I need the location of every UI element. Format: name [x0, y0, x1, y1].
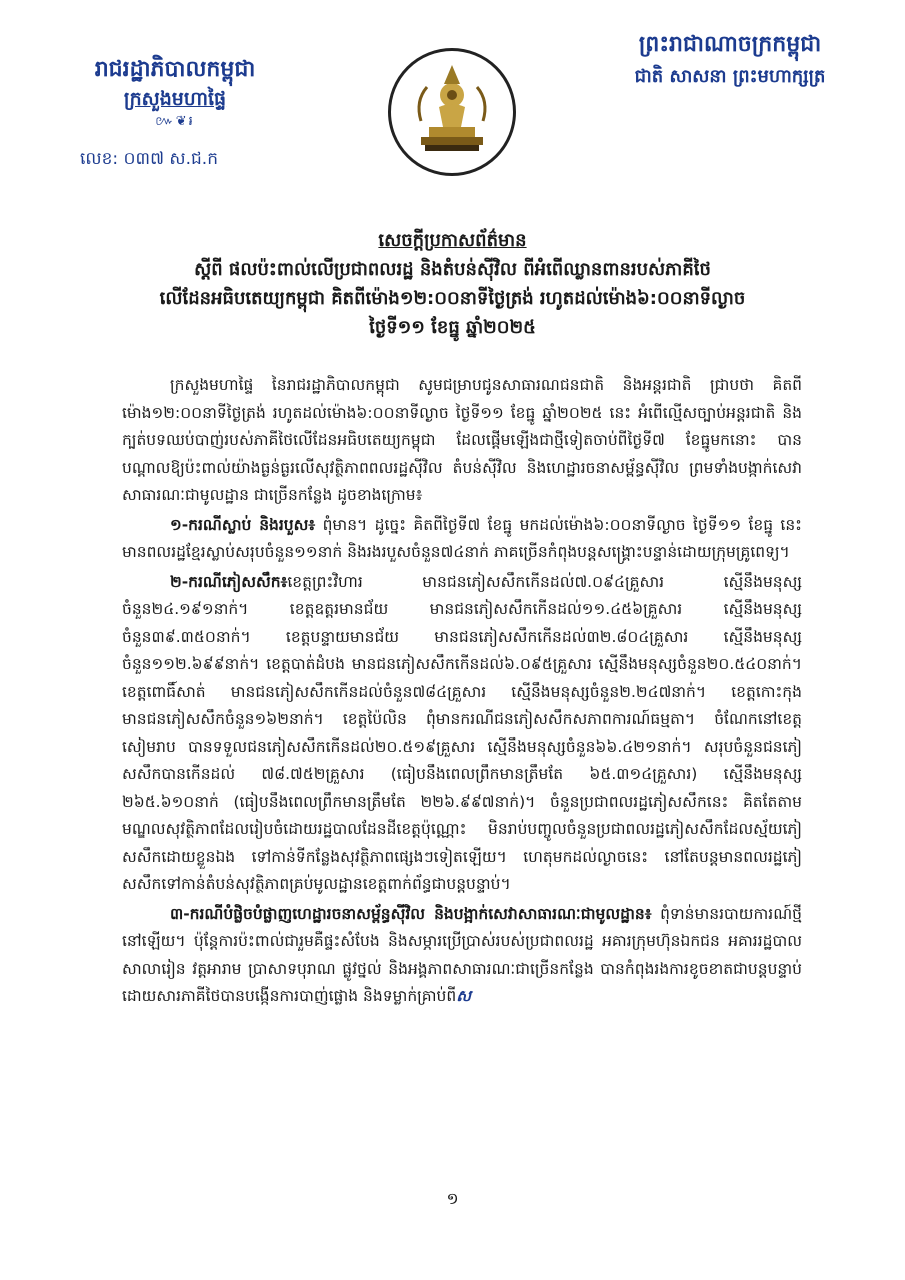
casualties-text: ពុំមាន។ ដូច្នេះ គិតពីថ្ងៃទី៧ ខែធ្នូ មកដល់ម៉ោង៦:០០នាទីល្ងាច ថ្ងៃទី១១ ខែធ្នូ នេះ មានពលរដ្ឋខ្មែរស្លាប់សរុបចំនួន១១នាក់ និងរងរបួសចំនួន៧៤នាក់ ភាគច្រើនកំពុងបន្តសង្គ្រោះបន្ទាន់ដោយក្រុមគ្រូពេទ្យ។ — [122, 515, 802, 561]
ministry-header — [60, 55, 290, 131]
ministry-name: ក្រសួងមហាផ្ទៃ — [123, 88, 227, 110]
infrastructure-heading: ៣-ករណីបំផ្លិចបំផ្លាញហេដ្ឋារចនាសម្ព័ន្ធស៊ីវិល និងបង្អាក់សេវាសាធារណៈជាមូលដ្ឋាន៖ — [170, 904, 652, 923]
title-line-3: លើដែនអធិបតេយ្យកម្ពុជា គិតពីម៉ោង១២:០០នាទីថ្ងៃត្រង់ រហូតដល់ម៉ោង៦:០០នាទីល្ងាច — [159, 288, 746, 309]
reference-number: លេខ: ០៣៧ ស.ជ.ក — [80, 149, 218, 169]
royal-emblem-icon — [388, 48, 516, 176]
page-number: ១ — [446, 1189, 459, 1208]
government-name: រាជរដ្ឋាភិបាលកម្ពុជា — [94, 57, 256, 82]
paragraph-infrastructure — [122, 901, 802, 1011]
ornament-divider: ៚❦៛ — [155, 114, 195, 129]
title-line-4: ថ្ងៃទី១១ ខែធ្នូ ឆ្នាំ២០២៥ — [369, 317, 536, 338]
infrastructure-text: ពុំទាន់មានរបាយការណ៍ថ្មីនៅឡើយ។ ប៉ុន្តែការប៉ះពាល់ជារួមគឺផ្ទះសំបែង និងសម្ភារប្រើប្រាស់របស់ប្រជាពលរដ្ឋ អគារក្រុមហ៊ុនឯកជន អគាររដ្ឋបាល សាលារៀន វត្តអារាម ប្រាសាទបុរាណ ផ្លូវថ្នល់ និងអង្គភាពសាធារណៈជាច្រើនកន្លែង បានកំពុងរងការខូចខាតជាបន្តបន្ទាប់ ដោយសារភាគីថៃបានបង្កើនការបាញ់ផ្លោង និងទម្លាក់គ្រាប់ពី — [122, 904, 802, 1005]
paragraph-refugees — [122, 569, 802, 899]
casualties-heading: ១-ករណីស្លាប់ និងរបួស៖ — [170, 515, 316, 534]
refugees-text: ខេត្តព្រះវិហារ មានជនភៀសសឹកកើនដល់៧.០៩៤គ្រួសារ ស្មើនឹងមនុស្សចំនួន២៤.១៩១នាក់។ ខេត្តឧត្តរមានជ័យ មានជនភៀសសឹកកើនដល់១១.៤៥៦គ្រួសារ ស្មើនឹងមនុស្សចំនួន៣៩.៣៥០នាក់។ ខេត្តបន្ទាយមានជ័យ មានជនភៀសសឹកកើនដល់៣២.៨០៤គ្រួសារ ស្មើនឹងមនុស្សចំនួន១១២.៦៩៩នាក់។ ខេត្តបាត់ដំបង មានជនភៀសសឹកកើនដល់៦.០៩៥គ្រួសារ ស្មើនឹងមនុស្សចំនួន២០.៥៤០នាក់។ ខេត្តពោធិ៍សាត់ មានជនភៀសសឹកកើនដល់ចំនួន៧៨៤គ្រួសារ ស្មើនឹងមនុស្សចំនួន២.២៤៧នាក់។ ខេត្តកោះកុង មានជនភៀសសឹកចំនួន១៦២នាក់។ ខេត្តប៉ៃលិន ពុំមានករណីជនភៀសសឹកសភាពការណ៍ធម្មតា។ ចំណែកនៅខេត្តសៀមរាប បានទទួលជនភៀសសឹកកើនដល់២០.៥១៩គ្រួសារ ស្មើនឹងមនុស្សចំនួន៦៦.៤២១នាក់។ សរុបចំនួនជនភៀសសឹកបានកើនដល់ ៧៨.៧៥២គ្រួសារ (ធៀបនឹងពេលព្រឹកមានត្រឹមតែ ៦៥.៣១៤គ្រួសារ) ស្មើនឹងមនុស្ស ២៦៥.៦១០នាក់ (ធៀបនឹងពេលព្រឹកមានត្រឹមតែ ២២៦.៩៩៧នាក់)។ ចំនួនប្រជាពលរដ្ឋភៀសសឹកនេះ គិតតែតាមមណ្ឌលសុវត្ថិភាពដែលរៀបចំដោយរដ្ឋបាលដែនដីខេត្តប៉ុណ្ណោះ មិនរាប់បញ្ចូលចំនួនប្រជាពលរដ្ឋភៀសសឹកដែលស្ម័យភៀសសឹកដោយខ្លួនឯង ទៅកាន់ទីកន្លែងសុវត្ថិភាពផ្សេងៗទៀតឡើយ។ ហេតុមកដល់ល្ងាចនេះ នៅតែបន្តមានពលរដ្ឋភៀសសឹកទៅកាន់តំបន់សុវត្ថិភាពគ្រប់មូលដ្ឋានខេត្តពាក់ព័ន្ធជាបន្តបន្ទាប់។ — [122, 572, 802, 893]
handwritten-initials: ស — [456, 987, 471, 1005]
title-line-2: ស្តីពី ផលប៉ះពាល់លើប្រជាពលរដ្ឋ និងតំបន់ស៊ីវិល ពីអំពើឈ្លានពានរបស់ភាគីថៃ — [194, 259, 711, 280]
kingdom-header — [600, 28, 860, 92]
intro-paragraph: ក្រសួងមហាផ្ទៃ នៃរាជរដ្ឋាភិបាលកម្ពុជា សូមជម្រាបជូនសាធារណជនជាតិ និងអន្តរជាតិ ជ្រាបថា គិតពីម៉ោង១២:០០នាទីថ្ងៃត្រង់ រហូតដល់ម៉ោង៦:០០នាទីល្ងាច ថ្ងៃទី១១ ខែធ្នូ ឆ្នាំ២០២៥ នេះ អំពើល្មើសច្បាប់អន្តរជាតិ និងក្បត់បទឈប់បាញ់របស់ភាគីថៃលើដែនអធិបតេយ្យកម្ពុជា ដែលផ្តើមឡើងជាថ្មីទៀតចាប់ពីថ្ងៃទី៧ ខែធ្នូមកនោះ បានបណ្តាលឱ្យប៉ះពាល់យ៉ាងធ្ងន់ធ្ងរលើសុវត្ថិភាពពលរដ្ឋស៊ីវិល តំបន់ស៊ីវិល និងហេដ្ឋារចនាសម្ព័ន្ធស៊ីវិល ព្រមទាំងបង្កាក់សេវាសាធារណៈជាមូលដ្ឋាន ជាច្រើនកន្លែង ដូចខាងក្រោម៖ — [122, 376, 802, 504]
document-body — [122, 372, 802, 1013]
kingdom-name: ព្រះរាជាណាចក្រកម្ពុជា — [638, 32, 822, 57]
national-motto: ជាតិ សាសនា ព្រះមហាក្សត្រ — [634, 66, 826, 87]
document-title — [110, 226, 795, 342]
paragraph-casualties — [122, 512, 802, 567]
refugees-heading: ២-ករណីភៀសសឹក៖ — [170, 572, 288, 591]
title-heading: សេចក្តីប្រកាសព័ត៌មាន — [378, 230, 527, 251]
